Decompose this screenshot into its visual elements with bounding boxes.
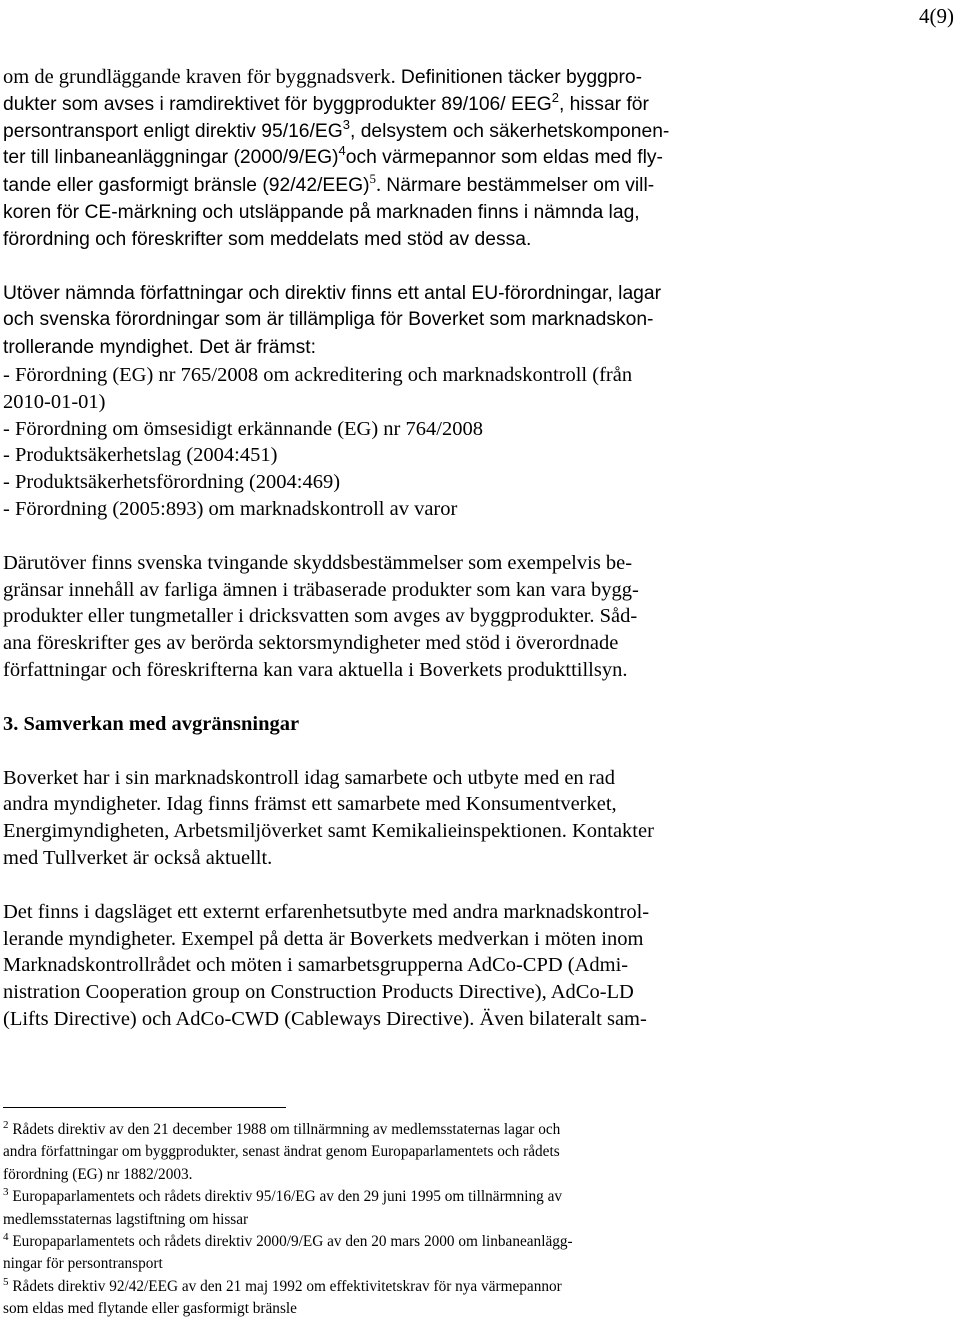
footnote-ref-5: 5 bbox=[369, 171, 377, 187]
text-span: , hissar för bbox=[558, 93, 649, 115]
text-span: Det är främst: bbox=[199, 337, 316, 359]
text-line: (Lifts Directive) och AdCo-CWD (Cableways Directive). Även bilateralt sam- bbox=[3, 1007, 647, 1030]
footnote-number: 2 bbox=[3, 1119, 9, 1131]
text-line: koren för CE-märkning och utsläppande på marknaden finns i nämnda lag, bbox=[3, 201, 640, 223]
footnotes bbox=[3, 1119, 955, 1321]
text-line: och svenska förordningar som är tillämpliga för Boverket som marknadskon- bbox=[3, 309, 654, 331]
text-line: nistration Cooperation group on Construction Products Directive), AdCo-LD bbox=[3, 981, 634, 1004]
footnote-ref-2: 2 bbox=[551, 89, 559, 105]
text-line: med Tullverket är också aktuellt. bbox=[3, 846, 273, 869]
text-span: , delsystem och säkerhetskomponen- bbox=[349, 120, 670, 142]
section-heading: 3. Samverkan med avgränsningar bbox=[3, 712, 300, 735]
text-line: ana föreskrifter ges av berörda sektorsmyndigheter med stöd i överordnade bbox=[3, 632, 619, 655]
list-item: - Förordning (EG) nr 765/2008 om ackreditering och marknadskontroll (från bbox=[3, 363, 633, 386]
list-item: - Produktsäkerhetsförordning (2004:469) bbox=[3, 471, 341, 494]
text-line bbox=[3, 1119, 955, 1141]
text-span: Definitionen täcker byggpro- bbox=[400, 67, 643, 88]
paragraph-5 bbox=[3, 899, 955, 1033]
text-line: Det finns i dagsläget ett externt erfarenhetsutbyte med andra marknadskontrol- bbox=[3, 900, 650, 923]
list-item: - Produktsäkerhetslag (2004:451) bbox=[3, 444, 278, 467]
footnote-number: 5 bbox=[3, 1275, 9, 1288]
text-line: gränsar innehåll av farliga ämnen i träbaserade produkter som kan vara bygg- bbox=[3, 578, 639, 601]
footnote-ref-4: 4 bbox=[338, 143, 346, 159]
text-line: produkter eller tungmetaller i dricksvatten som avges av byggprodukter. Såd- bbox=[3, 605, 638, 628]
footnote-5 bbox=[3, 1276, 955, 1321]
footnote-3 bbox=[3, 1186, 955, 1231]
text-line: Boverket har i sin marknadskontroll idag samarbete och utbyte med en rad bbox=[3, 766, 615, 789]
text-span: tande eller gasformigt bränsle (92/42/EEG) bbox=[3, 175, 370, 197]
paragraph-1 bbox=[3, 64, 955, 254]
text-line: andra myndigheter. Idag finns främst ett samarbete med Konsumentverket, bbox=[3, 793, 617, 816]
text-span: . bbox=[376, 174, 387, 197]
text-span: om de grundläggande kraven för byggnadsverk. bbox=[3, 66, 401, 88]
list-item: 2010-01-01) bbox=[3, 390, 106, 413]
text-line: författningar och föreskrifterna kan vara aktuella i Boverkets produkttillsyn. bbox=[3, 658, 628, 681]
list-item: - Förordning om ömsesidigt erkännande (EG) nr 764/2008 bbox=[3, 417, 483, 440]
text-line: Energimyndigheten, Arbetsmiljöverket samt Kemikalieinspektionen. Kontakter bbox=[3, 820, 654, 843]
text-line bbox=[3, 89, 955, 119]
text-span: persontransport enligt direktiv 95/16/EG bbox=[3, 120, 343, 142]
body-text bbox=[3, 64, 955, 1033]
footnote-ref-3: 3 bbox=[342, 116, 350, 132]
text-span: Europaparlamentets och rådets direktiv 95/16/EG av den 29 juni 1995 om tillnärmning av bbox=[12, 1188, 563, 1206]
list-item: - Förordning (2005:893) om marknadskontroll av varor bbox=[3, 497, 458, 520]
text-line bbox=[3, 334, 955, 362]
text-line bbox=[3, 1186, 955, 1208]
footnote-separator bbox=[3, 1107, 286, 1108]
text-line: lerande myndigheter. Exempel på detta är Boverkets medverkan i möten inom bbox=[3, 927, 644, 950]
footnote-2 bbox=[3, 1119, 955, 1186]
text-line bbox=[3, 1231, 955, 1253]
text-span: dukter som avses i ramdirektivet för byggprodukter 89/106/ EEG bbox=[3, 93, 552, 115]
text-line: förordning och föreskrifter som meddelats med stöd av dessa. bbox=[3, 228, 532, 250]
footnote-number: 4 bbox=[3, 1231, 9, 1244]
text-line: Marknadskontrollrådet och möten i samarbetsgrupperna AdCo-CPD (Admi- bbox=[3, 954, 629, 977]
text-span: Rådets direktiv av den 21 december 1988 om tillnärmning av medlemsstaternas lagar och bbox=[12, 1121, 561, 1138]
text-line: ningar för persontransport bbox=[3, 1255, 163, 1273]
text-line: Därutöver finns svenska tvingande skyddsbestämmelser som exempelvis be- bbox=[3, 551, 633, 574]
text-span: Europaparlamentets och rådets direktiv 2000/9/EG av den 20 mars 2000 om linbaneanlägg- bbox=[12, 1233, 573, 1251]
text-span: och värmepannor som eldas med fly- bbox=[345, 147, 663, 169]
text-line: andra författningar om byggprodukter, senast ändrat genom Europaparlamentets och rådets bbox=[3, 1143, 560, 1161]
paragraph-2 bbox=[3, 281, 955, 523]
text-line bbox=[3, 64, 955, 92]
text-span: trollerande myndighet. bbox=[3, 337, 200, 359]
paragraph-4 bbox=[3, 765, 955, 872]
text-line: Utöver nämnda författningar och direktiv finns ett antal EU-förordningar, lagar bbox=[3, 282, 662, 304]
text-line bbox=[3, 116, 955, 146]
text-line bbox=[3, 145, 955, 172]
text-span: ter till linbaneanläggningar (2000/9/EG) bbox=[3, 147, 339, 169]
text-line: förordning (EG) nr 1882/2003. bbox=[3, 1165, 193, 1183]
page-number: 4(9) bbox=[919, 4, 954, 28]
text-span: Rådets direktiv 92/42/EEG av den 21 maj 1992 om effektivitetskrav för nya värmepannor bbox=[12, 1277, 562, 1295]
text-line: som eldas med flytande eller gasformigt bränsle bbox=[3, 1300, 297, 1318]
text-span: Närmare bestämmelser om vill- bbox=[386, 175, 655, 197]
footnote-number: 3 bbox=[3, 1186, 9, 1199]
paragraph-3 bbox=[3, 550, 955, 684]
text-line bbox=[3, 172, 955, 200]
text-line: medlemsstaternas lagstiftning om hissar bbox=[3, 1210, 249, 1228]
footnote-4 bbox=[3, 1231, 955, 1276]
text-line bbox=[3, 1276, 955, 1298]
